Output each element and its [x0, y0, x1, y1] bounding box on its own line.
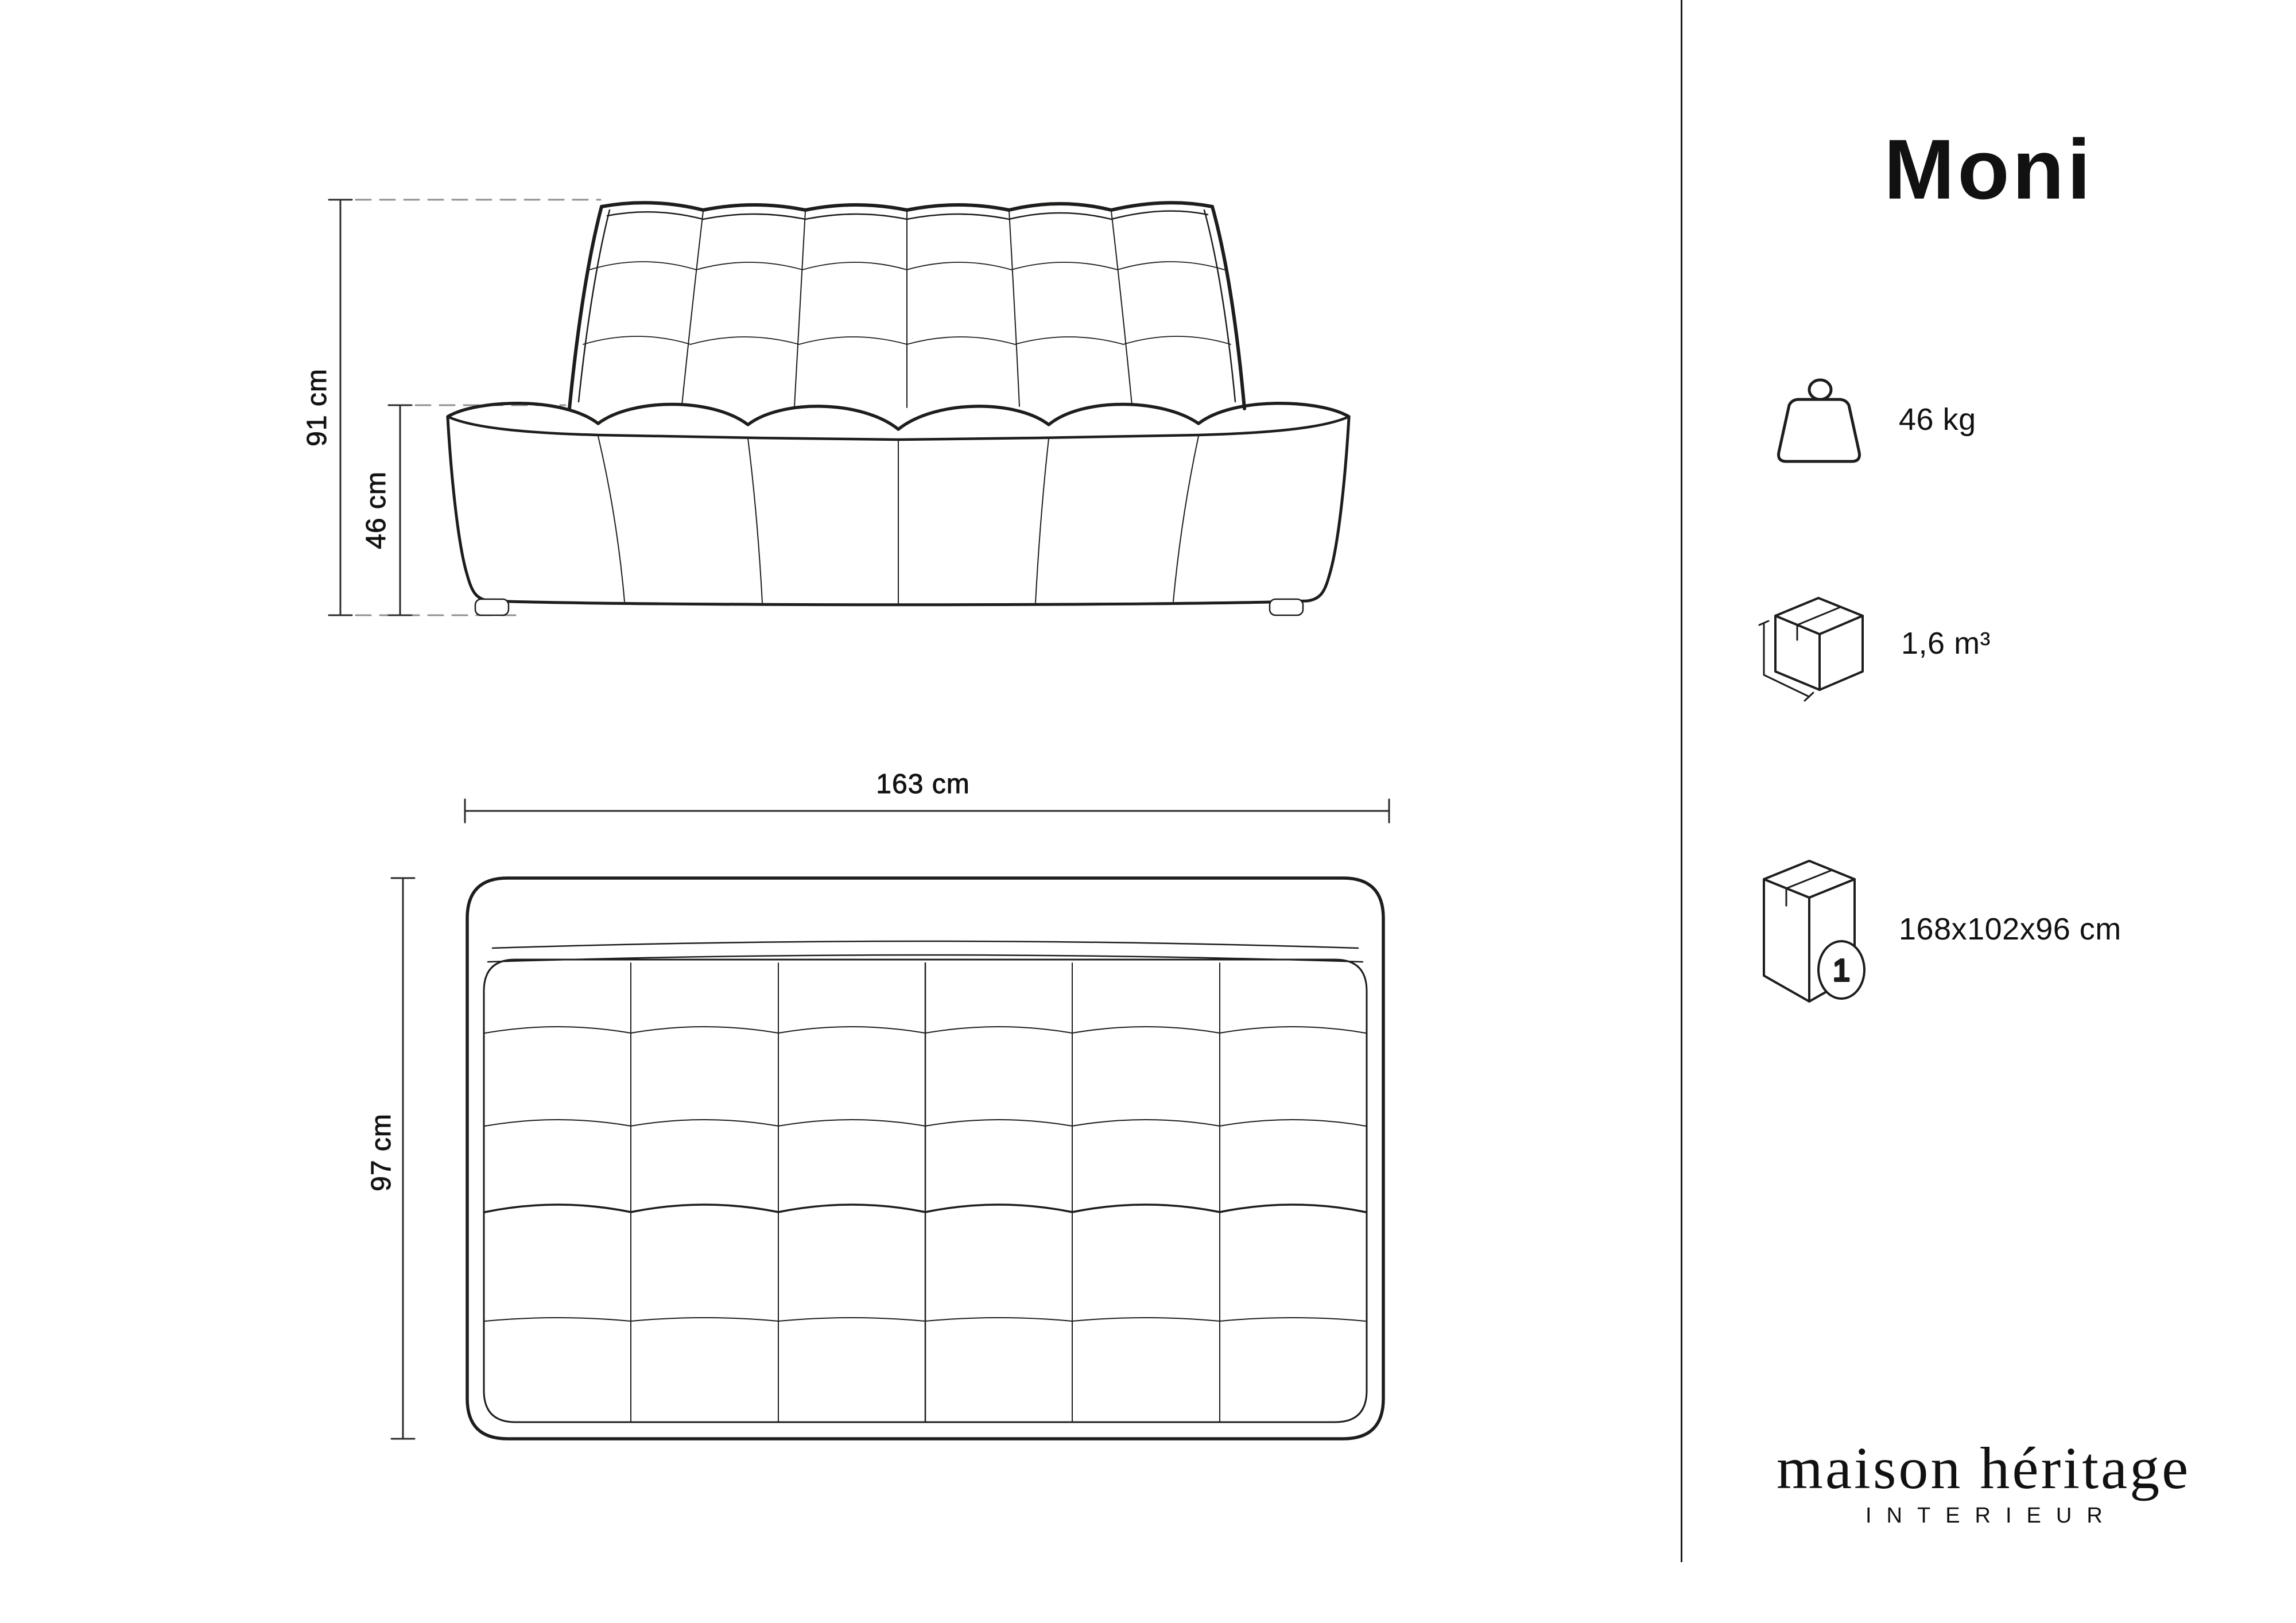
sofa-backrest	[569, 203, 1244, 409]
product-title: Moni	[1884, 122, 2094, 217]
box-volume-icon	[1754, 591, 1877, 706]
top-dimension-lines	[391, 799, 1389, 1439]
width-163-label: 163 cm	[876, 769, 970, 799]
height-91-label: 91 cm	[302, 368, 332, 446]
backrest-left-side	[569, 207, 602, 409]
base-vertical-seams	[598, 436, 1199, 603]
sofa-base	[448, 418, 1349, 615]
panel-divider	[1681, 0, 1682, 1562]
brand-logo: maison héritage	[1777, 1435, 2191, 1501]
weight-icon	[1771, 373, 1871, 471]
brand-subtitle: INTERIEUR	[1865, 1504, 2117, 1528]
top-view-drawing	[366, 769, 1389, 1439]
top-view-band-line-outer	[492, 941, 1358, 948]
seat-top-outline	[448, 403, 1349, 429]
depth-97-label: 97 cm	[366, 1113, 397, 1191]
front-view-drawing	[302, 200, 1349, 615]
front-dimension-lines	[329, 200, 412, 615]
package-box-icon	[1754, 848, 1874, 1009]
top-view-vertical-seams	[631, 963, 1220, 1421]
volume-measure-bracket	[1759, 621, 1813, 701]
backrest-top-outline	[602, 203, 1212, 210]
sofa-foot-right	[1270, 599, 1303, 615]
top-view-band-line-inner	[488, 955, 1363, 962]
backrest-vertical-seams	[682, 211, 1132, 407]
package-count: 1	[1832, 953, 1851, 988]
sofa-foot-left	[475, 599, 509, 615]
height-46-label: 46 cm	[361, 471, 391, 549]
volume-value: 1,6 m³	[1901, 626, 1991, 661]
backrest-right-side	[1212, 207, 1244, 409]
weight-value: 46 kg	[1899, 402, 1976, 437]
sofa-seat-cushion	[448, 403, 1349, 440]
package-value: 168x102x96 cm	[1899, 912, 2122, 946]
